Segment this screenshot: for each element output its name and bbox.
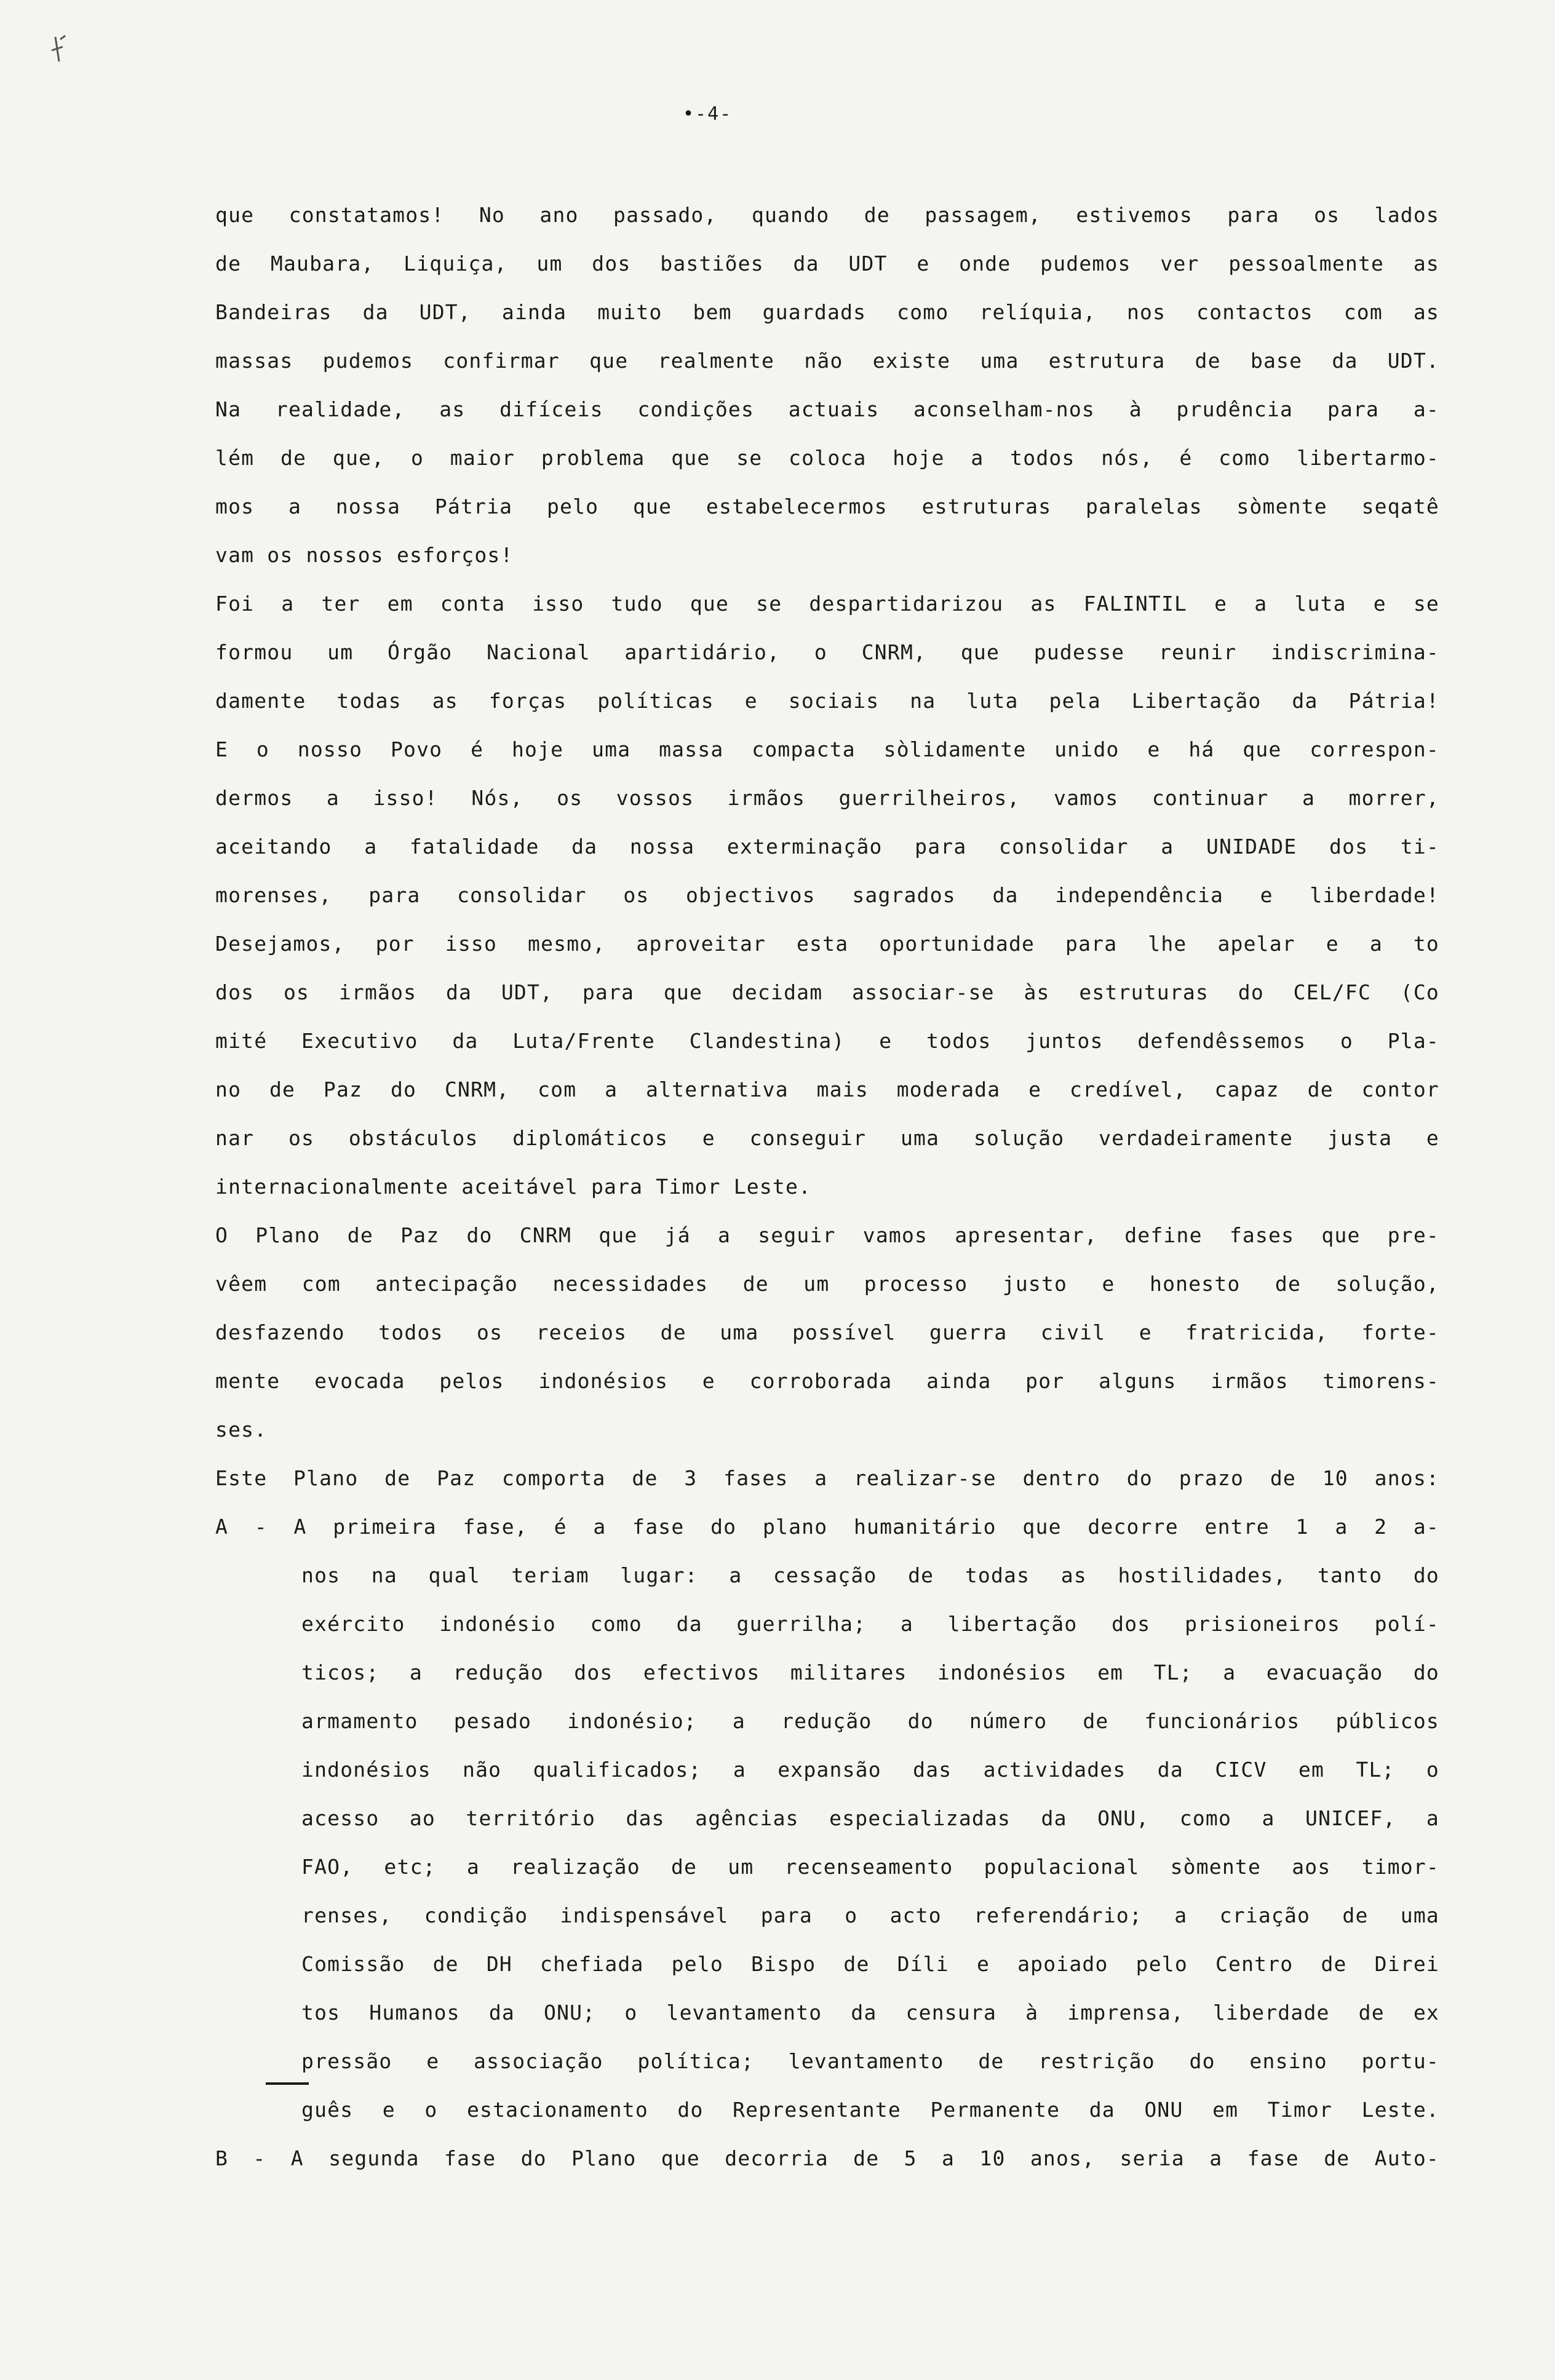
list-item-lead: B - A segunda fase do Plano que decorria de 5 a 10 anos, seria a fase de Auto- bbox=[215, 2146, 1439, 2170]
text-line: dos os irmãos da UDT, para que decidam associar-se às estruturas do CEL/FC (Co bbox=[215, 980, 1439, 1004]
list-item-line: FAO, etc; a realização de um recenseamento populacional sòmente aos timor- bbox=[301, 1855, 1439, 1879]
text-line: Bandeiras da UDT, ainda muito bem guardads como relíquia, nos contactos com as bbox=[215, 300, 1439, 324]
paragraph-lines bbox=[215, 191, 1439, 1502]
text-line: Na realidade, as difíceis condições actuais aconselham-nos à prudência para a- bbox=[215, 397, 1439, 421]
text-line: morenses, para consolidar os objectivos sagrados da independência e liberdade! bbox=[215, 883, 1439, 907]
margin-underline-mark bbox=[266, 2082, 309, 2085]
text-line: nar os obstáculos diplomáticos e conseguir uma solução verdadeiramente justa e bbox=[215, 1126, 1439, 1150]
text-line: Foi a ter em conta isso tudo que se despartidarizou as FALINTIL e a luta e se bbox=[215, 592, 1439, 616]
text-line: mité Executivo da Luta/Frente Clandestina) e todos juntos defendêssemos o Pla- bbox=[215, 1029, 1439, 1053]
text-line: Este Plano de Paz comporta de 3 fases a realizar-se dentro do prazo de 10 anos: bbox=[215, 1466, 1439, 1490]
list-item-lead: A - A primeira fase, é a fase do plano humanitário que decorre entre 1 a 2 a- bbox=[215, 1515, 1439, 1539]
text-line: ses. bbox=[215, 1418, 268, 1442]
list-item-line: ticos; a redução dos efectivos militares indonésios em TL; a evacuação do bbox=[301, 1660, 1439, 1684]
list-item-line: pressão e associação política; levantamento de restrição do ensino portu- bbox=[301, 2049, 1439, 2073]
text-line: de Maubara, Liquiça, um dos bastiões da UDT e onde pudemos ver pessoalmente as bbox=[215, 252, 1439, 276]
list-item-line: Comissão de DH chefiada pelo Bispo de Díli e apoiado pelo Centro de Direi bbox=[301, 1952, 1439, 1976]
text-line: Desejamos, por isso mesmo, aproveitar esta oportunidade para lhe apelar e a to bbox=[215, 932, 1439, 956]
numbered-list bbox=[215, 1502, 1439, 2183]
text-line: O Plano de Paz do CNRM que já a seguir vamos apresentar, define fases que pre- bbox=[215, 1223, 1439, 1247]
text-line: aceitando a fatalidade da nossa exterminação para consolidar a UNIDADE dos ti- bbox=[215, 835, 1439, 859]
scan-corner-mark bbox=[43, 25, 80, 74]
text-line: mos a nossa Pátria pelo que estabelecermos estruturas paralelas sòmente seqatê bbox=[215, 494, 1439, 518]
list-item-line: acesso ao território das agências especializadas da ONU, como a UNICEF, a bbox=[301, 1806, 1439, 1830]
body-text bbox=[215, 191, 1439, 2183]
text-line: massas pudemos confirmar que realmente não existe uma estrutura de base da UDT. bbox=[215, 349, 1439, 373]
text-line: vam os nossos esforços! bbox=[215, 543, 514, 567]
list-item-line: renses, condição indispensável para o acto referendário; a criação de uma bbox=[301, 1903, 1439, 1927]
text-line: lém de que, o maior problema que se coloca hoje a todos nós, é como libertarmo- bbox=[215, 446, 1439, 470]
list-item-line: indonésios não qualificados; a expansão das actividades da CICV em TL; o bbox=[301, 1758, 1439, 1782]
text-line: E o nosso Povo é hoje uma massa compacta sòlidamente unido e há que correspon- bbox=[215, 737, 1439, 761]
list-item bbox=[215, 2134, 1439, 2183]
page-number: •-4- bbox=[683, 103, 733, 125]
list-item-line: nos na qual teriam lugar: a cessação de todas as hostilidades, tanto do bbox=[301, 1563, 1439, 1587]
list-item-line: exército indonésio como da guerrilha; a libertação dos prisioneiros polí- bbox=[301, 1612, 1439, 1636]
text-line: mente evocada pelos indonésios e corroborada ainda por alguns irmãos timorens- bbox=[215, 1369, 1439, 1393]
text-line: vêem com antecipação necessidades de um processo justo e honesto de solução, bbox=[215, 1272, 1439, 1296]
list-item-line: guês e o estacionamento do Representante Permanente da ONU em Timor Leste. bbox=[301, 2098, 1439, 2122]
text-line: que constatamos! No ano passado, quando de passagem, estivemos para os lados bbox=[215, 203, 1439, 227]
text-line: damente todas as forças políticas e sociais na luta pela Libertação da Pátria! bbox=[215, 689, 1439, 713]
text-line: no de Paz do CNRM, com a alternativa mais moderada e credível, capaz de contor bbox=[215, 1077, 1439, 1101]
list-item-line: armamento pesado indonésio; a redução do número de funcionários públicos bbox=[301, 1709, 1439, 1733]
list-item bbox=[215, 1502, 1439, 2134]
text-line: desfazendo todos os receios de uma possível guerra civil e fratricida, forte- bbox=[215, 1320, 1439, 1344]
text-line: dermos a isso! Nós, os vossos irmãos guerrilheiros, vamos continuar a morrer, bbox=[215, 786, 1439, 810]
list-item-line: tos Humanos da ONU; o levantamento da censura à imprensa, liberdade de ex bbox=[301, 2001, 1439, 2025]
text-line: formou um Órgão Nacional apartidário, o CNRM, que pudesse reunir indiscrimina- bbox=[215, 640, 1439, 664]
text-line: internacionalmente aceitável para Timor Leste. bbox=[215, 1175, 812, 1199]
